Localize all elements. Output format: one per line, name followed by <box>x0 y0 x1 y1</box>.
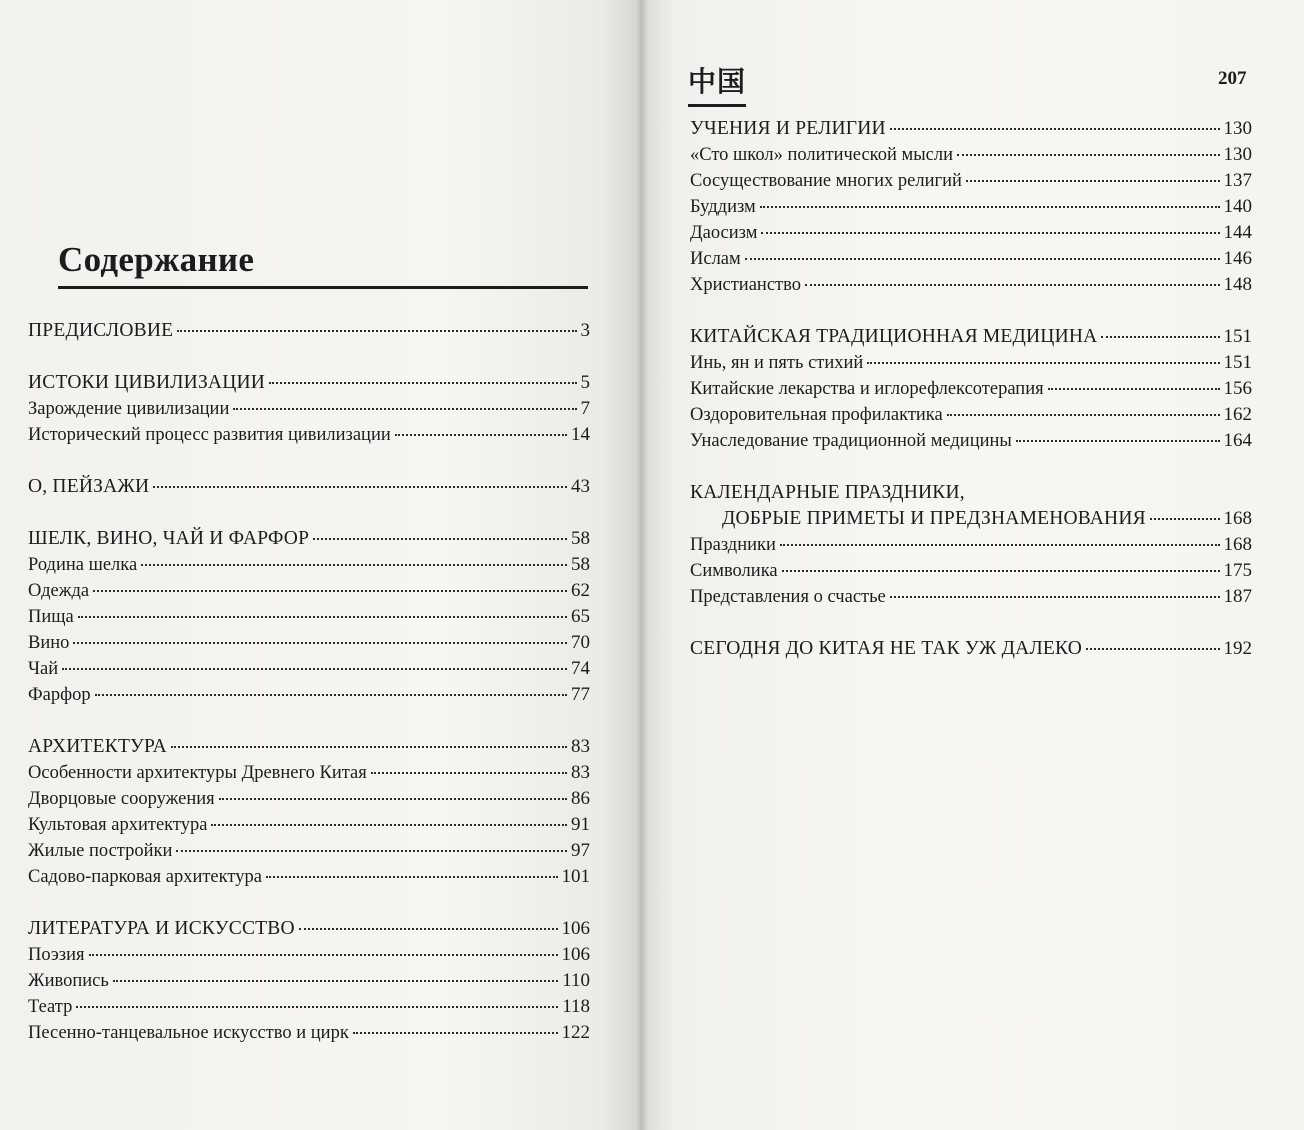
toc-entry-page: 192 <box>1223 638 1252 659</box>
toc-entry-title: ЛИТЕРАТУРА И ИСКУССТВО <box>28 918 295 939</box>
toc-entry-page: 162 <box>1223 404 1252 425</box>
toc-entry <box>28 370 590 396</box>
leader-dots <box>299 927 558 930</box>
toc-entry <box>690 428 1252 454</box>
toc-entry <box>690 636 1252 662</box>
leader-dots <box>957 153 1220 156</box>
leader-dots <box>1048 387 1220 390</box>
toc-entry <box>28 396 590 422</box>
leader-dots <box>141 563 567 566</box>
leader-dots <box>353 1031 558 1034</box>
toc-entry <box>690 584 1252 610</box>
toc-entry-title: Инь, ян и пять стихий <box>690 353 864 373</box>
toc-entry-page: 118 <box>562 996 590 1017</box>
toc-entry <box>690 558 1252 584</box>
toc-entry-title: СЕГОДНЯ ДО КИТАЯ НЕ ТАК УЖ ДАЛЕКО <box>690 638 1082 659</box>
toc-entry-title: АРХИТЕКТУРА <box>28 736 167 757</box>
toc-entry-title: Праздники <box>690 535 776 555</box>
toc-entry-title: Театр <box>28 997 73 1017</box>
toc-entry-page: 83 <box>571 736 590 757</box>
toc-entry-title: ДОБРЫЕ ПРИМЕТЫ И ПРЕДЗНАМЕНОВАНИЯ <box>722 508 1146 529</box>
leader-dots <box>890 595 1220 598</box>
toc-entry-page: 140 <box>1223 196 1252 217</box>
toc-entry-title: Поэзия <box>28 945 85 965</box>
toc-entry-page: 77 <box>571 684 590 705</box>
toc-entry <box>690 376 1252 402</box>
toc-entry <box>28 994 590 1020</box>
toc-entry <box>28 552 590 578</box>
leader-dots <box>371 771 567 774</box>
leader-dots <box>1101 335 1219 338</box>
toc-entry-page: 168 <box>1223 534 1252 555</box>
toc-entry <box>28 630 590 656</box>
toc-entry-title: Особенности архитектуры Древнего Китая <box>28 763 367 783</box>
toc-entry-title: Садово-парковая архитектура <box>28 867 262 887</box>
leader-dots <box>782 569 1220 572</box>
toc-entry-page: 91 <box>571 814 590 835</box>
toc-entry-multiline-start <box>690 480 1252 506</box>
toc-entry-title: Чай <box>28 659 59 679</box>
toc-entry-page: 58 <box>571 554 590 575</box>
toc-entry-title: ПРЕДИСЛОВИЕ <box>28 320 174 341</box>
leader-dots <box>890 127 1220 130</box>
toc-entry-page: 151 <box>1223 326 1252 347</box>
toc-entry-title: Живопись <box>28 971 109 991</box>
leader-dots <box>805 283 1220 286</box>
leader-dots <box>269 381 576 384</box>
toc-right <box>690 116 1252 662</box>
toc-entry-page: 156 <box>1223 378 1252 399</box>
toc-entry <box>28 812 590 838</box>
toc-entry-page: 130 <box>1223 144 1252 165</box>
toc-entry-page: 187 <box>1223 586 1252 607</box>
toc-left <box>28 318 590 1046</box>
leader-dots <box>1150 517 1220 520</box>
toc-entry <box>690 142 1252 168</box>
toc-entry-page: 168 <box>1223 508 1252 529</box>
toc-entry-title: Даосизм <box>690 223 758 243</box>
toc-entry <box>28 760 590 786</box>
toc-entry <box>690 402 1252 428</box>
toc-entry-page: 5 <box>580 372 590 393</box>
toc-entry-page: 137 <box>1223 170 1252 191</box>
toc-entry <box>28 786 590 812</box>
toc-entry <box>28 942 590 968</box>
leader-dots <box>867 361 1219 364</box>
leader-dots <box>62 667 567 670</box>
toc-entry-title: Буддизм <box>690 197 756 217</box>
toc-entry <box>690 506 1252 532</box>
leader-dots <box>233 407 576 410</box>
leader-dots <box>171 745 567 748</box>
toc-entry-page: 83 <box>571 762 590 783</box>
toc-entry-page: 164 <box>1223 430 1252 451</box>
china-logo: 中国 <box>688 60 746 107</box>
toc-entry <box>28 318 590 344</box>
toc-entry-title: Песенно-танцевальное искусство и цирк <box>28 1023 349 1043</box>
toc-entry <box>28 734 590 760</box>
toc-entry-title: О, ПЕЙЗАЖИ <box>28 476 150 497</box>
leader-dots <box>95 693 567 696</box>
page-number: 207 <box>1218 68 1247 89</box>
leader-dots <box>73 641 567 644</box>
leader-dots <box>966 179 1220 182</box>
toc-entry-title: Дворцовые сооружения <box>28 789 215 809</box>
toc-entry-page: 148 <box>1223 274 1252 295</box>
toc-entry-title: Китайские лекарства и иглорефлексотерапия <box>690 379 1044 399</box>
toc-entry-page: 101 <box>561 866 590 887</box>
toc-entry-title: УЧЕНИЯ И РЕЛИГИИ <box>690 118 886 139</box>
leader-dots <box>219 797 567 800</box>
toc-entry <box>690 168 1252 194</box>
leader-dots <box>395 433 567 436</box>
toc-entry-page: 86 <box>571 788 590 809</box>
leader-dots <box>313 537 567 540</box>
toc-entry-title: Фарфор <box>28 685 91 705</box>
leader-dots <box>113 979 558 982</box>
toc-entry <box>690 194 1252 220</box>
toc-entry-page: 58 <box>571 528 590 549</box>
toc-entry <box>28 526 590 552</box>
toc-entry-title: Исторический процесс развития цивилизации <box>28 425 391 445</box>
toc-entry-page: 151 <box>1223 352 1252 373</box>
toc-entry-title: Оздоровительная профилактика <box>690 405 943 425</box>
toc-entry <box>690 324 1252 350</box>
leader-dots <box>761 231 1219 234</box>
toc-entry-page: 3 <box>580 320 590 341</box>
toc-entry-title: Культовая архитектура <box>28 815 208 835</box>
toc-entry-page: 65 <box>571 606 590 627</box>
left-page <box>0 0 642 1130</box>
toc-entry <box>690 220 1252 246</box>
toc-entry <box>28 474 590 500</box>
toc-entry-page: 7 <box>580 398 590 419</box>
toc-entry-page: 43 <box>571 476 590 497</box>
toc-entry-title: Пища <box>28 607 74 627</box>
leader-dots <box>153 485 567 488</box>
toc-entry-title: Одежда <box>28 581 90 601</box>
toc-entry <box>28 422 590 448</box>
leader-dots <box>89 953 558 956</box>
toc-entry-page: 175 <box>1223 560 1252 581</box>
leader-dots <box>177 329 576 332</box>
toc-entry-page: 144 <box>1223 222 1252 243</box>
book-gutter <box>636 0 648 1130</box>
leader-dots <box>93 589 567 592</box>
leader-dots <box>947 413 1220 416</box>
toc-entry-title: ШЕЛК, ВИНО, ЧАЙ И ФАРФОР <box>28 528 310 549</box>
toc-entry-title: КИТАЙСКАЯ ТРАДИЦИОННАЯ МЕДИЦИНА <box>690 326 1098 347</box>
leader-dots <box>745 257 1220 260</box>
leader-dots <box>760 205 1220 208</box>
leader-dots <box>780 543 1220 546</box>
toc-entry-title: КАЛЕНДАРНЫЕ ПРАЗДНИКИ, <box>690 482 965 503</box>
toc-entry <box>28 838 590 864</box>
leader-dots <box>266 875 558 878</box>
toc-entry-page: 122 <box>561 1022 590 1043</box>
toc-entry <box>690 246 1252 272</box>
page-title: Содержание <box>58 240 588 289</box>
toc-entry <box>28 682 590 708</box>
toc-entry-page: 62 <box>571 580 590 601</box>
toc-entry <box>690 350 1252 376</box>
toc-entry-page: 70 <box>571 632 590 653</box>
toc-entry <box>28 578 590 604</box>
toc-entry-title: «Сто школ» политической мысли <box>690 145 953 165</box>
leader-dots <box>1086 647 1220 650</box>
toc-entry-page: 110 <box>562 970 590 991</box>
leader-dots <box>211 823 567 826</box>
leader-dots <box>1016 439 1220 442</box>
toc-entry-page: 74 <box>571 658 590 679</box>
leader-dots <box>78 615 567 618</box>
toc-entry-page: 14 <box>571 424 590 445</box>
leader-dots <box>76 1005 558 1008</box>
toc-entry <box>28 916 590 942</box>
toc-entry-title: Христианство <box>690 275 801 295</box>
toc-entry-page: 106 <box>561 918 590 939</box>
toc-entry <box>28 968 590 994</box>
toc-entry-title: Вино <box>28 633 70 653</box>
toc-entry-title: Жилые постройки <box>28 841 173 861</box>
toc-entry-page: 106 <box>561 944 590 965</box>
toc-entry-title: Ислам <box>690 249 741 269</box>
toc-entry-title: Родина шелка <box>28 555 138 575</box>
toc-entry-page: 97 <box>571 840 590 861</box>
toc-entry <box>690 532 1252 558</box>
toc-entry-page: 130 <box>1223 118 1252 139</box>
toc-entry-title: Зарождение цивилизации <box>28 399 230 419</box>
toc-entry-title: Символика <box>690 561 778 581</box>
toc-entry-title: ИСТОКИ ЦИВИЛИЗАЦИИ <box>28 372 266 393</box>
toc-entry <box>28 656 590 682</box>
toc-entry <box>28 864 590 890</box>
toc-entry-title: Представления о счастье <box>690 587 886 607</box>
toc-entry-title: Унаследование традиционной медицины <box>690 431 1012 451</box>
toc-entry <box>28 604 590 630</box>
toc-entry <box>690 116 1252 142</box>
toc-entry <box>28 1020 590 1046</box>
toc-entry-title: Сосуществование многих религий <box>690 171 962 191</box>
leader-dots <box>176 849 567 852</box>
toc-entry-page: 146 <box>1223 248 1252 269</box>
toc-entry <box>690 272 1252 298</box>
